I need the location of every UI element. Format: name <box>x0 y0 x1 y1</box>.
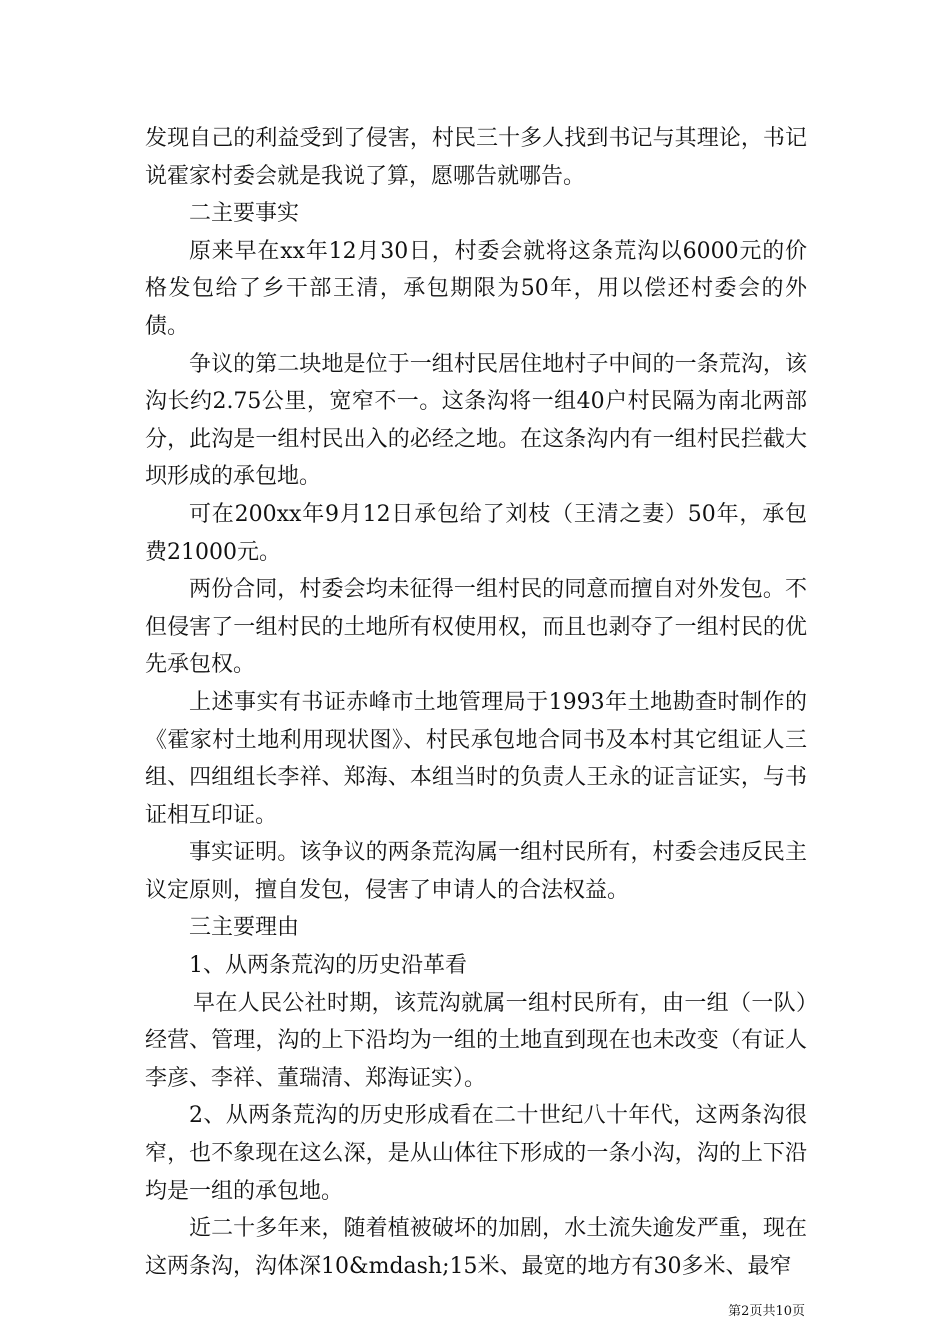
paragraph: 两份合同，村委会均未征得一组村民的同意而擅自对外发包。不但侵害了一组村民的土地所有权使用权，而且也剥夺了一组村民的优先承包权。 <box>145 577 807 678</box>
section-heading-main-facts: 二主要事实 <box>189 201 300 227</box>
document-body <box>145 120 807 1285</box>
paragraph: 早在人民公社时期，该荒沟就属一组村民所有，由一组（一队）经营、管理，沟的上下沿均为一组的土地直到现在也未改变（有证人李彦、李祥、董瑞清、郑海证实）。 <box>145 990 807 1091</box>
paragraph: 事实证明。该争议的两条荒沟属一组村民所有，村委会违反民主议定原则，擅自发包，侵害了申请人的合法权益。 <box>145 840 807 903</box>
subheading-history: 1、从两条荒沟的历史沿革看 <box>189 953 467 979</box>
section-heading-main-reasons: 三主要理由 <box>189 915 300 941</box>
paragraph: 可在200xx年9月12日承包给了刘枝（王清之妻）50年，承包费21000元。 <box>145 501 807 565</box>
paragraph: 原来早在xx年12月30日，村委会就将这条荒沟以6000元的价格发包给了乡干部王清，承包期限为50年，用以偿还村委会的外债。 <box>145 238 807 339</box>
paragraph-continuation: 发现自己的利益受到了侵害，村民三十多人找到书记与其理论，书记说霍家村委会就是我说了算，愿哪告就哪告。 <box>145 126 807 189</box>
paragraph: 近二十多年来，随着植被破坏的加剧，水土流失逾发严重，现在这两条沟，沟体深10&mdash;15米、最宽的地方有30多米、最窄 <box>145 1216 807 1279</box>
paragraph: 2、从两条荒沟的历史形成看在二十世纪八十年代，这两条沟很窄，也不象现在这么深，是从山体往下形成的一条小沟，沟的上下沿均是一组的承包地。 <box>145 1103 807 1204</box>
paragraph: 上述事实有书证赤峰市土地管理局于1993年土地勘查时制作的《霍家村土地利用现状图》、村民承包地合同书及本村其它组证人三组、四组组长李祥、郑海、本组当时的负责人王永的证言证实，与书证相互印证。 <box>145 689 807 828</box>
page-number: 第2页共10页 <box>728 1304 805 1319</box>
paragraph: 争议的第二块地是位于一组村民居住地村子中间的一条荒沟，该沟长约2.75公里，宽窄不一。这条沟将一组40户村民隔为南北两部分，此沟是一组村民出入的必经之地。在这条沟内有一组村民拦截大坝形成的承包地。 <box>145 351 807 490</box>
